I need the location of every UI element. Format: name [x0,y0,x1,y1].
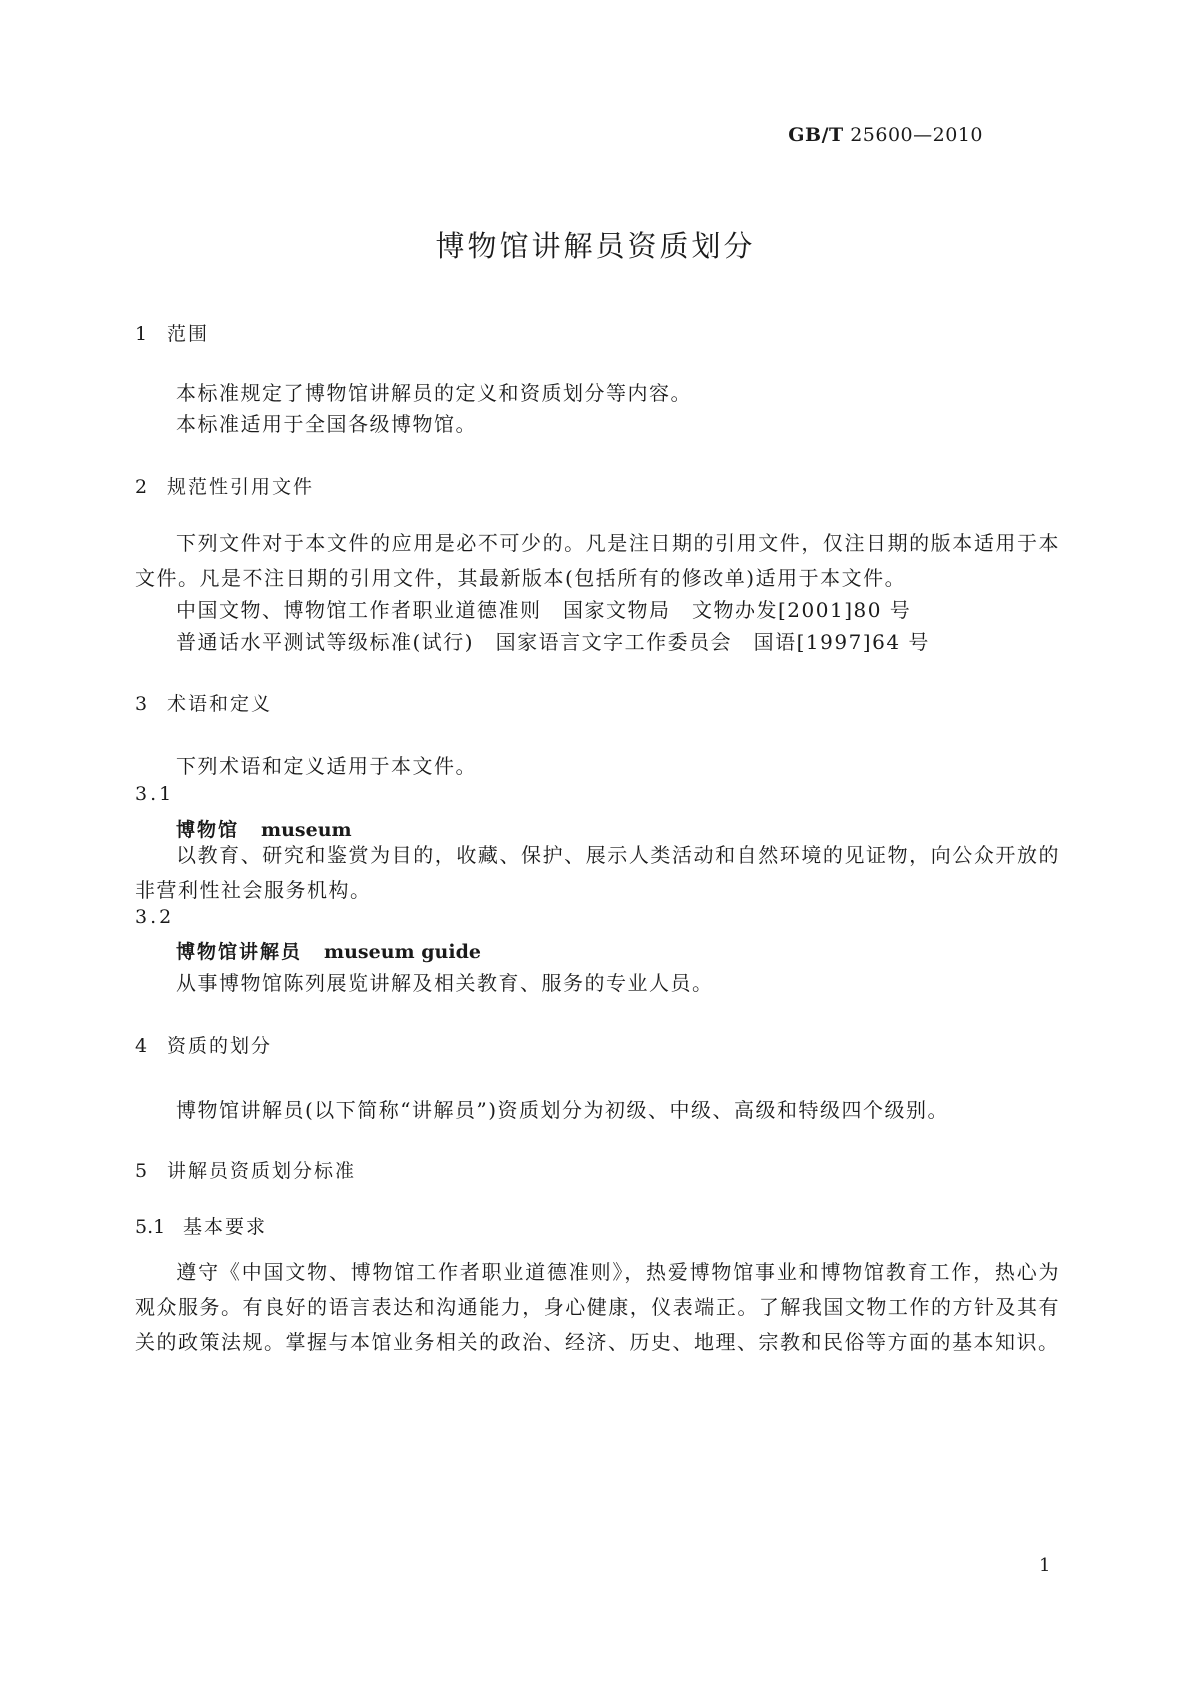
document-title: 博物馆讲解员资质划分 [435,229,756,263]
term-3-2-definition: 从事博物馆陈列展览讲解及相关教育、服务的专业人员。 [176,971,714,995]
standard-code-number: 25600—2010 [850,124,983,146]
section-5-1-number: 5.1 [135,1216,166,1238]
section-5-number: 5 [135,1160,148,1182]
section-2-paragraph-1 [135,526,1060,596]
term-3-1-en: museum [261,819,352,841]
section-3-intro: 下列术语和定义适用于本文件。 [176,754,477,778]
section-5-heading [135,1156,356,1183]
normative-reference-2: 普通话水平测试等级标准(试行) 国家语言文字工作委员会 国语[1997]64 号 [176,630,930,654]
section-4-number: 4 [135,1035,148,1057]
section-2-heading [135,472,314,499]
section-5-1-heading [135,1212,267,1239]
section-1-heading [135,319,209,346]
section-4-paragraph-1: 博物馆讲解员(以下简称“讲解员”)资质划分为初级、中级、高级和特级四个级别。 [176,1098,950,1122]
section-3-title: 术语和定义 [167,693,273,715]
section-5-1-paragraph-1 [135,1255,1060,1360]
page-number: 1 [1039,1555,1051,1576]
term-3-2-number: 3.2 [135,906,175,928]
section-3-number: 3 [135,693,148,715]
term-3-2 [176,937,481,964]
normative-reference-1: 中国文物、博物馆工作者职业道德准则 国家文物局 文物办发[2001]80 号 [176,598,912,622]
section-3-heading [135,689,272,716]
section-1-paragraph-1: 本标准规定了博物馆讲解员的定义和资质划分等内容。 [176,381,692,405]
standard-code-prefix: GB/T [788,124,844,146]
term-3-1-cn: 博物馆 [176,819,240,841]
section-4-title: 资质的划分 [167,1035,273,1057]
section-2-number: 2 [135,476,148,498]
section-2-paragraph-1-text: 下列文件对于本文件的应用是必不可少的。凡是注日期的引用文件，仅注日期的版本适用于本文件。凡是不注日期的引用文件，其最新版本(包括所有的修改单)适用于本文件。 [135,531,1060,590]
section-4-heading [135,1031,272,1058]
section-5-1-title: 基本要求 [183,1216,268,1238]
section-5-1-paragraph-1-text: 遵守《中国文物、博物馆工作者职业道德准则》，热爱博物馆事业和博物馆教育工作，热心为观众服务。有良好的语言表达和沟通能力，身心健康，仪表端正。了解我国文物工作的方针及其有关的政策法规。掌握与本馆业务相关的政治、经济、历史、地理、宗教和民俗等方面的基本知识。 [135,1260,1060,1354]
term-3-1-definition [135,838,1060,908]
section-1-title: 范围 [167,323,210,345]
term-3-1-definition-text: 以教育、研究和鉴赏为目的，收藏、保护、展示人类活动和自然环境的见证物，向公众开放的非营利性社会服务机构。 [135,843,1060,902]
term-3-2-cn: 博物馆讲解员 [176,941,303,963]
section-1-number: 1 [135,323,148,345]
standard-code [788,124,983,146]
term-3-1-number: 3.1 [135,783,175,805]
section-5-title: 讲解员资质划分标准 [167,1160,357,1182]
section-2-title: 规范性引用文件 [167,476,315,498]
section-1-paragraph-2: 本标准适用于全国各级博物馆。 [176,412,477,436]
term-3-2-en: museum guide [324,941,481,963]
